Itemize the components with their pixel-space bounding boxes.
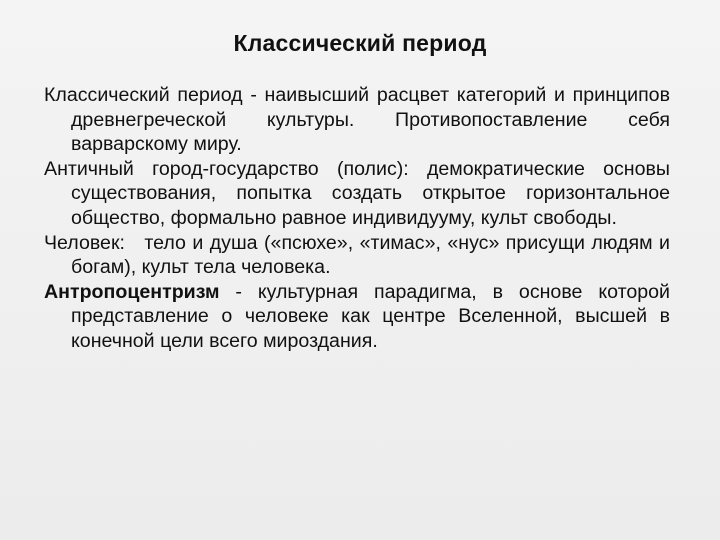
paragraph-text: Человек: тело и душа («псюхе», «тимас», «нус» присущи людям и богам), культ тела человека. [44,231,676,279]
paragraph-human [44,231,676,280]
paragraph-text: - культурная парадигма, в основе которой представление о человеке как центре Вселенной, высшей в конечной цели всего мироздания. [71,280,670,352]
term-anthropocentrism: Антропоцентризм [44,280,220,303]
slide-title: Классический период [233,30,487,56]
paragraph-polis [44,157,670,231]
paragraph-anthropocentrism [44,280,670,354]
paragraph-text: Классический период - наивысший расцвет категорий и принципов древнегреческой культуры. Противопоставление себя варварскому миру. [44,84,670,156]
paragraph-classical-period [44,83,670,157]
slide-body [44,83,676,354]
paragraph-text: Античный город-государство (полис): демократические основы существования, попытка создать открытое горизонтальное общество, формально равное индивидууму, культ свободы. [44,157,670,229]
